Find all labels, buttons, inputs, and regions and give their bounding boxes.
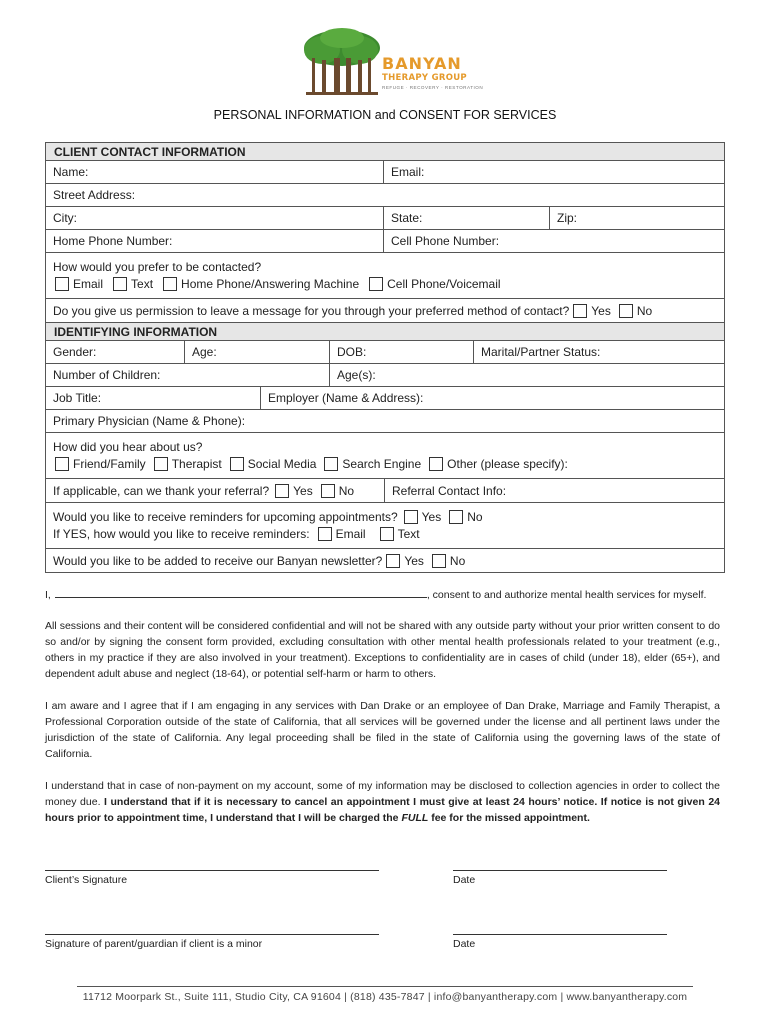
- age-field[interactable]: Age:: [184, 341, 329, 363]
- confidentiality-paragraph: All sessions and their content will be considered confidential and will not be shared with any outside party without your prior written consent to do so and/or by signing the consent form provided, excluding consultation with other mental health professionals related to your treatment (e.g., others in my practice if they are also involved in your treatment). Exceptions to confidentiality are in cases of child (under 18), elder (65+), and dependent adult abuse and neglect (18-64), or potential self-harm or harm to others.: [45, 620, 720, 680]
- state-field[interactable]: State:: [383, 207, 549, 229]
- cancellation-policy-end: fee for the missed appointment.: [428, 812, 590, 824]
- footer-contact: 11712 Moorpark St., Suite 111, Studio City, CA 91604 | (818) 435-7847 | info@banyantherapy.com | www.banyantherapy.com: [82, 991, 688, 1003]
- home-phone-option-label: Home Phone/Answering Machine: [181, 277, 360, 291]
- client-signature-label: Client’s Signature: [45, 874, 128, 886]
- payment-text: I understand that in case of non-payment on my account, some of my information may be disclosed to collection agencies in order to collect the money due.: [45, 780, 720, 808]
- full-emphasis: FULL: [401, 812, 429, 824]
- gender-field[interactable]: Gender:: [53, 345, 97, 359]
- consent-i: I,: [45, 589, 51, 601]
- newsletter-question: Would you like to be added to receive our Banyan newsletter?: [53, 553, 383, 568]
- referral-contact-field[interactable]: Referral Contact Info:: [384, 479, 724, 502]
- referral-no-label: No: [338, 483, 355, 498]
- row-referral-thanks: [46, 479, 724, 503]
- friend-family-checkbox[interactable]: [55, 457, 69, 471]
- row-name-email: [46, 161, 724, 184]
- city-field[interactable]: City:: [53, 211, 77, 225]
- guardian-signature-label: Signature of parent/guardian if client is a minor: [45, 938, 263, 950]
- permission-yes-label: Yes: [591, 303, 611, 318]
- dob-field[interactable]: DOB:: [329, 341, 473, 363]
- referral-yes-label: Yes: [293, 483, 313, 498]
- contact-preference-question: How would you prefer to be contacted?: [53, 260, 262, 274]
- referral-yes-checkbox[interactable]: [275, 484, 289, 498]
- marital-status-field[interactable]: Marital/Partner Status:: [473, 341, 724, 363]
- reminders-no-checkbox[interactable]: [449, 510, 463, 524]
- intake-form: [45, 142, 725, 573]
- newsletter-no-checkbox[interactable]: [432, 554, 446, 568]
- consent-text: , consent to and authorize mental health services for myself.: [426, 589, 707, 601]
- banyan-logo: [302, 28, 484, 98]
- row-referral-source: [46, 433, 724, 479]
- other-label: Other (please specify):: [447, 457, 568, 471]
- row-reminders: [46, 503, 724, 549]
- social-media-checkbox[interactable]: [230, 457, 244, 471]
- client-signature-line[interactable]: [45, 870, 379, 871]
- hear-about-us-question: How did you hear about us?: [53, 440, 203, 454]
- row-phones: [46, 230, 724, 253]
- section-title: IDENTIFYING INFORMATION: [54, 324, 218, 339]
- cell-phone-field[interactable]: Cell Phone Number:: [383, 230, 724, 252]
- therapist-checkbox[interactable]: [154, 457, 168, 471]
- row-newsletter: [46, 549, 724, 572]
- reminders-yes-label: Yes: [421, 510, 442, 524]
- reminders-yes-checkbox[interactable]: [404, 510, 418, 524]
- referral-thanks-question: If applicable, can we thank your referral?: [53, 483, 270, 498]
- street-address-field[interactable]: Street Address:: [53, 188, 136, 202]
- row-physician: [46, 410, 724, 433]
- newsletter-no-label: No: [449, 553, 466, 568]
- logo-sub: THERAPY GROUP: [382, 73, 467, 83]
- primary-physician-field[interactable]: Primary Physician (Name & Phone):: [53, 414, 246, 428]
- consent-statement: [45, 587, 725, 601]
- name-field[interactable]: Name:: [53, 165, 89, 179]
- client-name-blank[interactable]: [55, 587, 427, 598]
- social-media-label: Social Media: [247, 457, 317, 471]
- reminder-text-checkbox[interactable]: [380, 527, 394, 541]
- guardian-signature-line[interactable]: [45, 934, 379, 935]
- text-option-label: Text: [131, 277, 154, 291]
- zip-field[interactable]: Zip:: [549, 207, 724, 229]
- guardian-date-line[interactable]: [453, 934, 667, 935]
- row-gender-age-dob: [46, 341, 724, 364]
- logo-brand: BANYAN: [382, 54, 462, 73]
- reminders-question: Would you like to receive reminders for upcoming appointments?: [53, 510, 398, 524]
- row-city-state-zip: [46, 207, 724, 230]
- cell-phone-checkbox[interactable]: [369, 277, 383, 291]
- home-phone-field[interactable]: Home Phone Number:: [53, 234, 173, 248]
- employer-field[interactable]: Employer (Name & Address):: [260, 387, 724, 409]
- guardian-date-label: Date: [453, 938, 476, 950]
- payment-paragraph: [45, 778, 720, 826]
- referral-no-checkbox[interactable]: [321, 484, 335, 498]
- friend-family-label: Friend/Family: [73, 457, 146, 471]
- section-header-contact: [46, 143, 724, 161]
- jurisdiction-paragraph: I am aware and I agree that if I am engaging in any services with Dan Drake or an employee of Dan Drake, Marriage and Family Therapist, a Professional Corporation outside of the state of California, that all services will be governed under the license and all pertinent laws under the jurisdiction of the state of California. Any legal proceeding shall be filed in the state of California using the governing laws of the state of California.: [45, 700, 720, 760]
- row-contact-preference: [46, 253, 724, 299]
- home-phone-checkbox[interactable]: [163, 277, 177, 291]
- search-engine-label: Search Engine: [342, 457, 422, 471]
- client-date-label: Date: [453, 874, 476, 886]
- permission-yes-checkbox[interactable]: [573, 304, 587, 318]
- row-children: [46, 364, 724, 387]
- number-of-children-field[interactable]: Number of Children:: [53, 368, 161, 382]
- search-engine-checkbox[interactable]: [324, 457, 338, 471]
- email-option-label: Email: [73, 277, 104, 291]
- row-permission: [46, 299, 724, 323]
- section-header-identifying: [46, 323, 724, 341]
- reminders-no-label: No: [467, 510, 483, 524]
- therapist-label: Therapist: [171, 457, 222, 471]
- cell-phone-option-label: Cell Phone/Voicemail: [387, 277, 501, 291]
- banyan-tree-icon: [302, 28, 382, 98]
- children-ages-field[interactable]: Age(s):: [329, 364, 724, 386]
- other-checkbox[interactable]: [429, 457, 443, 471]
- row-street: [46, 184, 724, 207]
- permission-no-checkbox[interactable]: [619, 304, 633, 318]
- job-title-field[interactable]: Job Title:: [53, 391, 102, 405]
- permission-question: Do you give us permission to leave a message for you through your preferred method of contact?: [53, 303, 570, 318]
- section-title: CLIENT CONTACT INFORMATION: [54, 144, 246, 159]
- email-checkbox[interactable]: [55, 277, 69, 291]
- email-field[interactable]: Email:: [383, 161, 724, 183]
- reminders-method-question: If YES, how would you like to receive reminders:: [53, 527, 310, 541]
- client-date-line[interactable]: [453, 870, 667, 871]
- reminder-text-label: Text: [397, 527, 420, 541]
- newsletter-yes-checkbox[interactable]: [386, 554, 400, 568]
- permission-no-label: No: [636, 303, 653, 318]
- newsletter-yes-label: Yes: [404, 553, 424, 568]
- cancellation-policy-text: I understand that if it is necessary to cancel an appointment I must give at least 24 hours’ notice. If notice is not given 24 hours prior to appointment time, I understand that I will be charged the: [45, 796, 720, 824]
- reminder-email-label: Email: [335, 527, 366, 541]
- reminder-email-checkbox[interactable]: [318, 527, 332, 541]
- text-checkbox[interactable]: [113, 277, 127, 291]
- document-title: PERSONAL INFORMATION and CONSENT FOR SERVICES: [213, 108, 557, 122]
- logo-tagline: REFUGE · RECOVERY · RESTORATION: [382, 85, 484, 90]
- footer-divider: [77, 986, 693, 987]
- row-job: [46, 387, 724, 410]
